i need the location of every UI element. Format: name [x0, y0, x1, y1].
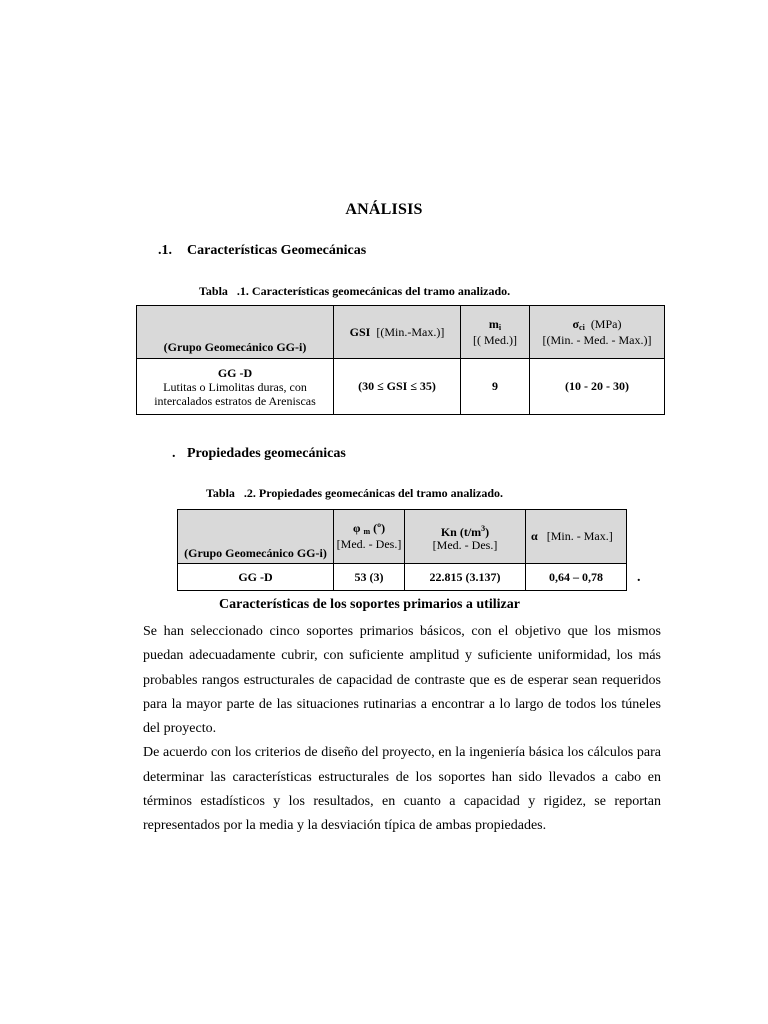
table-2-header-row	[178, 510, 627, 564]
table-2-phi-value: 53 (3)	[334, 564, 405, 591]
section-2-heading: Propiedades geomecánicas	[187, 446, 346, 461]
paragraph-1: Se han seleccionado cinco soportes primarios básicos, con el objetivo que los mismos puedan adecuadamente cubrir, con suficiente amplitud y suficiente uniformidad, los más probables rangos estructurales de capacidad de contraste que es de esperar sean requeridos para la mayor parte de las situaciones rutinarias a encontrar a lo largo de todos los túneles del proyecto.	[143, 624, 661, 737]
table-1-header-row	[137, 306, 665, 359]
table-1-header-gsi	[334, 306, 461, 359]
alpha-range: [Min. - Max.]	[546, 529, 613, 543]
section-2-number: .	[172, 446, 176, 461]
gsi-unit: [(Min.-Max.)]	[376, 324, 445, 339]
kn-superscript: 3	[481, 523, 486, 533]
phi-label: φ	[352, 521, 361, 535]
sigma-subscript: ci	[579, 322, 585, 332]
table-1-header-sigma	[530, 306, 665, 359]
table-1-gsi-value: (30 ≤ GSI ≤ 35)	[334, 359, 461, 415]
paragraph-2: De acuerdo con los criterios de diseño del proyecto, en la ingeniería básica los cálculos para determinar las características estructurales de los soportes han sido llevados a cabo en términos estadísticos y los resultados, en cuanto a capacidad y rigidez, se reportan representados por la media y la desviación típica de ambas propiedades.	[143, 745, 661, 834]
mi-subscript: i	[498, 322, 502, 332]
sigma-range: [(Min. - Med. - Max.)]	[542, 332, 652, 347]
phi-unit: (º)	[373, 521, 386, 535]
table-1-sigma-value: (10 - 20 - 30)	[530, 359, 665, 415]
mi-unit: [( Med.)]	[473, 332, 517, 347]
table-2-header-group: (Grupo Geomecánico GG-i)	[178, 510, 334, 564]
section-1-number: .1.	[158, 243, 172, 258]
table-2	[177, 509, 627, 591]
table-1	[136, 305, 665, 415]
group-description-line-2: intercalados estratos de Areniscas	[154, 393, 316, 408]
alpha-label: α	[531, 529, 538, 543]
table-2-row	[178, 564, 627, 591]
section-3-heading: Características de los soportes primarios a utilizar	[219, 597, 520, 612]
sigma-label: σ	[572, 316, 580, 331]
mi-label: m	[488, 316, 499, 331]
section-1-heading: Características Geomecánicas	[187, 243, 367, 258]
table-1-group-cell	[137, 359, 334, 415]
table-1-mi-value: 9	[461, 359, 530, 415]
phi-range: [Med. - Des.]	[336, 537, 402, 551]
phi-subscript: m	[363, 527, 371, 536]
kn-close: )	[485, 524, 490, 539]
group-description-line-1: Lutitas o Limolitas duras, con	[163, 379, 307, 394]
table-2-kn-value: 22.815 (3.137)	[405, 564, 526, 591]
group-name: GG -D	[217, 365, 253, 380]
table-2-group-value: GG -D	[178, 564, 334, 591]
document-title: ANÁLISIS	[345, 201, 423, 218]
gsi-label: GSI	[349, 324, 371, 339]
table-2-caption: Tabla .2. Propiedades geomecánicas del tramo analizado.	[206, 486, 503, 500]
table-2-trailing-dot: .	[637, 570, 641, 585]
table-1-header-mi	[461, 306, 530, 359]
table-2-header-alpha	[526, 510, 627, 564]
kn-range: [Med. - Des.]	[432, 537, 498, 552]
sigma-unit: (MPa)	[590, 316, 622, 331]
table-2-header-phi	[334, 510, 405, 564]
kn-label: Kn (t/m	[440, 524, 482, 539]
table-2-alpha-value: 0,64 – 0,78	[526, 564, 627, 591]
body-text	[143, 620, 661, 839]
table-1-row	[137, 359, 665, 415]
table-2-header-kn	[405, 510, 526, 564]
table-1-header-group: (Grupo Geomecánico GG-i)	[137, 306, 334, 359]
table-1-caption: Tabla .1. Características geomecánicas del tramo analizado.	[199, 284, 511, 298]
